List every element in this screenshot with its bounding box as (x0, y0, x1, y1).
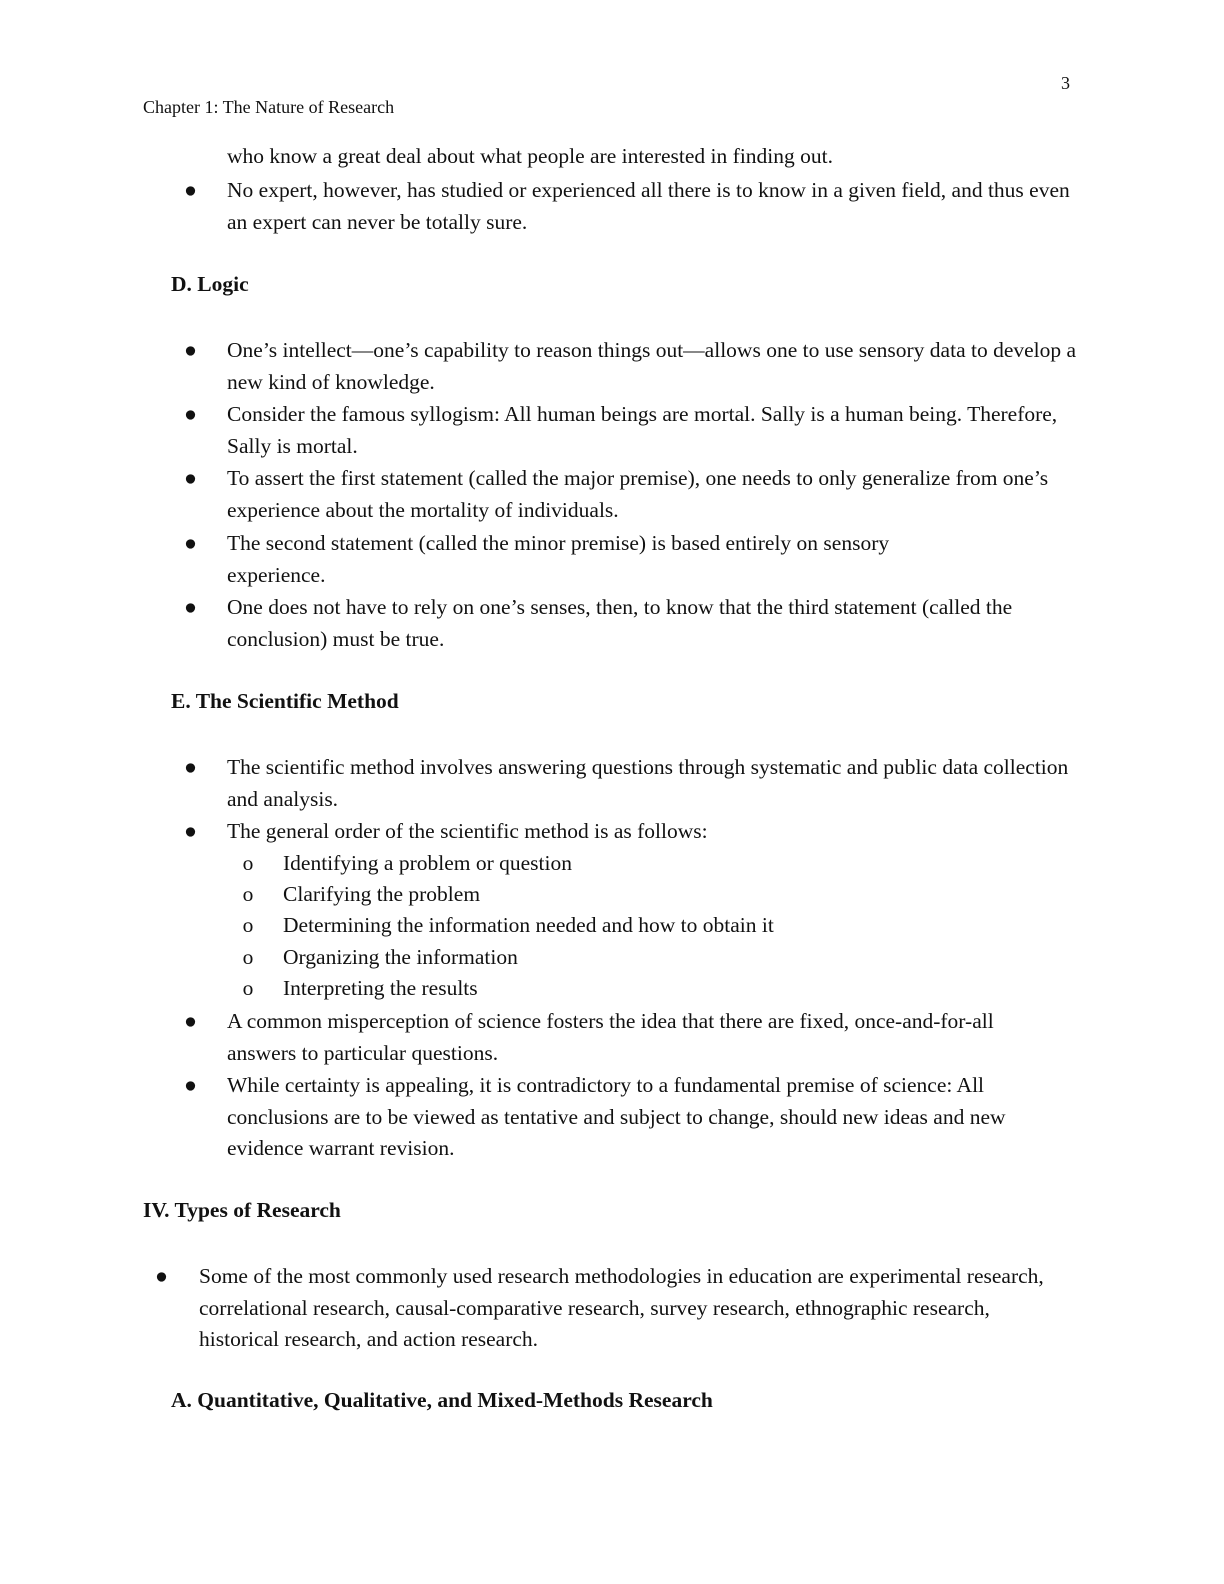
list-item-text: No expert, however, has studied or experienced all there is to know in a given field, and thus even an expert can never be totally sure. (227, 178, 1070, 234)
section-heading-types-of-research: IV. Types of Research (143, 1198, 341, 1222)
sub-list-item-text: Interpreting the results (283, 976, 478, 1000)
bullet-icon: ● (184, 531, 197, 555)
bullet-icon: ● (184, 178, 197, 202)
list-item-text: The scientific method involves answering questions through systematic and public data collection and analysis. (227, 755, 1069, 811)
page-number: 3 (1061, 73, 1070, 93)
section-heading-scientific-method: E. The Scientific Method (171, 689, 399, 713)
bullet-icon: ● (184, 1073, 197, 1097)
bullet-icon: ● (184, 1009, 197, 1033)
bullet-icon: ● (184, 466, 197, 490)
hollow-bullet-icon: o (242, 882, 254, 906)
sub-list-item-text: Identifying a problem or question (283, 851, 572, 875)
list-item-text: While certainty is appealing, it is contradictory to a fundamental premise of science: All conclusions are to be viewed as tentative and subject to change, should new ideas and new evidence warrant revision. (227, 1073, 1006, 1160)
bullet-icon: ● (184, 819, 197, 843)
sub-list-item-text: Clarifying the problem (283, 882, 481, 906)
section-heading-quantitative-qualitative: A. Quantitative, Qualitative, and Mixed-Methods Research (171, 1388, 713, 1412)
sub-list-item-text: Organizing the information (283, 945, 518, 969)
bullet-icon: ● (184, 595, 197, 619)
hollow-bullet-icon: o (242, 945, 254, 969)
hollow-bullet-icon: o (242, 976, 254, 1000)
list-item-text: Some of the most commonly used research methodologies in education are experimental research, correlational research, causal-comparative research, survey research, ethnographic research, historical research, and action research. (199, 1264, 1044, 1351)
hollow-bullet-icon: o (242, 851, 254, 875)
bullet-icon: ● (184, 338, 197, 362)
bullet-icon: ● (184, 402, 197, 426)
hollow-bullet-icon: o (242, 913, 254, 937)
list-item-text: A common misperception of science fosters the idea that there are fixed, once-and-for-all answers to particular questions. (227, 1009, 994, 1065)
list-item-text: The general order of the scientific method is as follows: (227, 819, 708, 843)
sub-list-item-text: Determining the information needed and how to obtain it (283, 913, 774, 937)
bullet-icon: ● (184, 755, 197, 779)
list-item-text: Consider the famous syllogism: All human beings are mortal. Sally is a human being. Therefore, Sally is mortal. (227, 402, 1058, 458)
list-item-text: The second statement (called the minor premise) is based entirely on sensory experience. (227, 531, 890, 587)
continued-text: who know a great deal about what people are interested in finding out. (227, 144, 833, 168)
list-item-text: To assert the first statement (called the major premise), one needs to only generalize from one’s experience about the mortality of individuals. (227, 466, 1049, 522)
running-header: Chapter 1: The Nature of Research (143, 97, 395, 117)
bullet-icon: ● (155, 1264, 168, 1288)
list-item-text: One’s intellect—one’s capability to reason things out—allows one to use sensory data to develop a new kind of knowledge. (227, 338, 1077, 394)
section-heading-logic: D. Logic (171, 272, 249, 296)
list-item-text: One does not have to rely on one’s senses, then, to know that the third statement (called the conclusion) must be true. (227, 595, 1013, 651)
